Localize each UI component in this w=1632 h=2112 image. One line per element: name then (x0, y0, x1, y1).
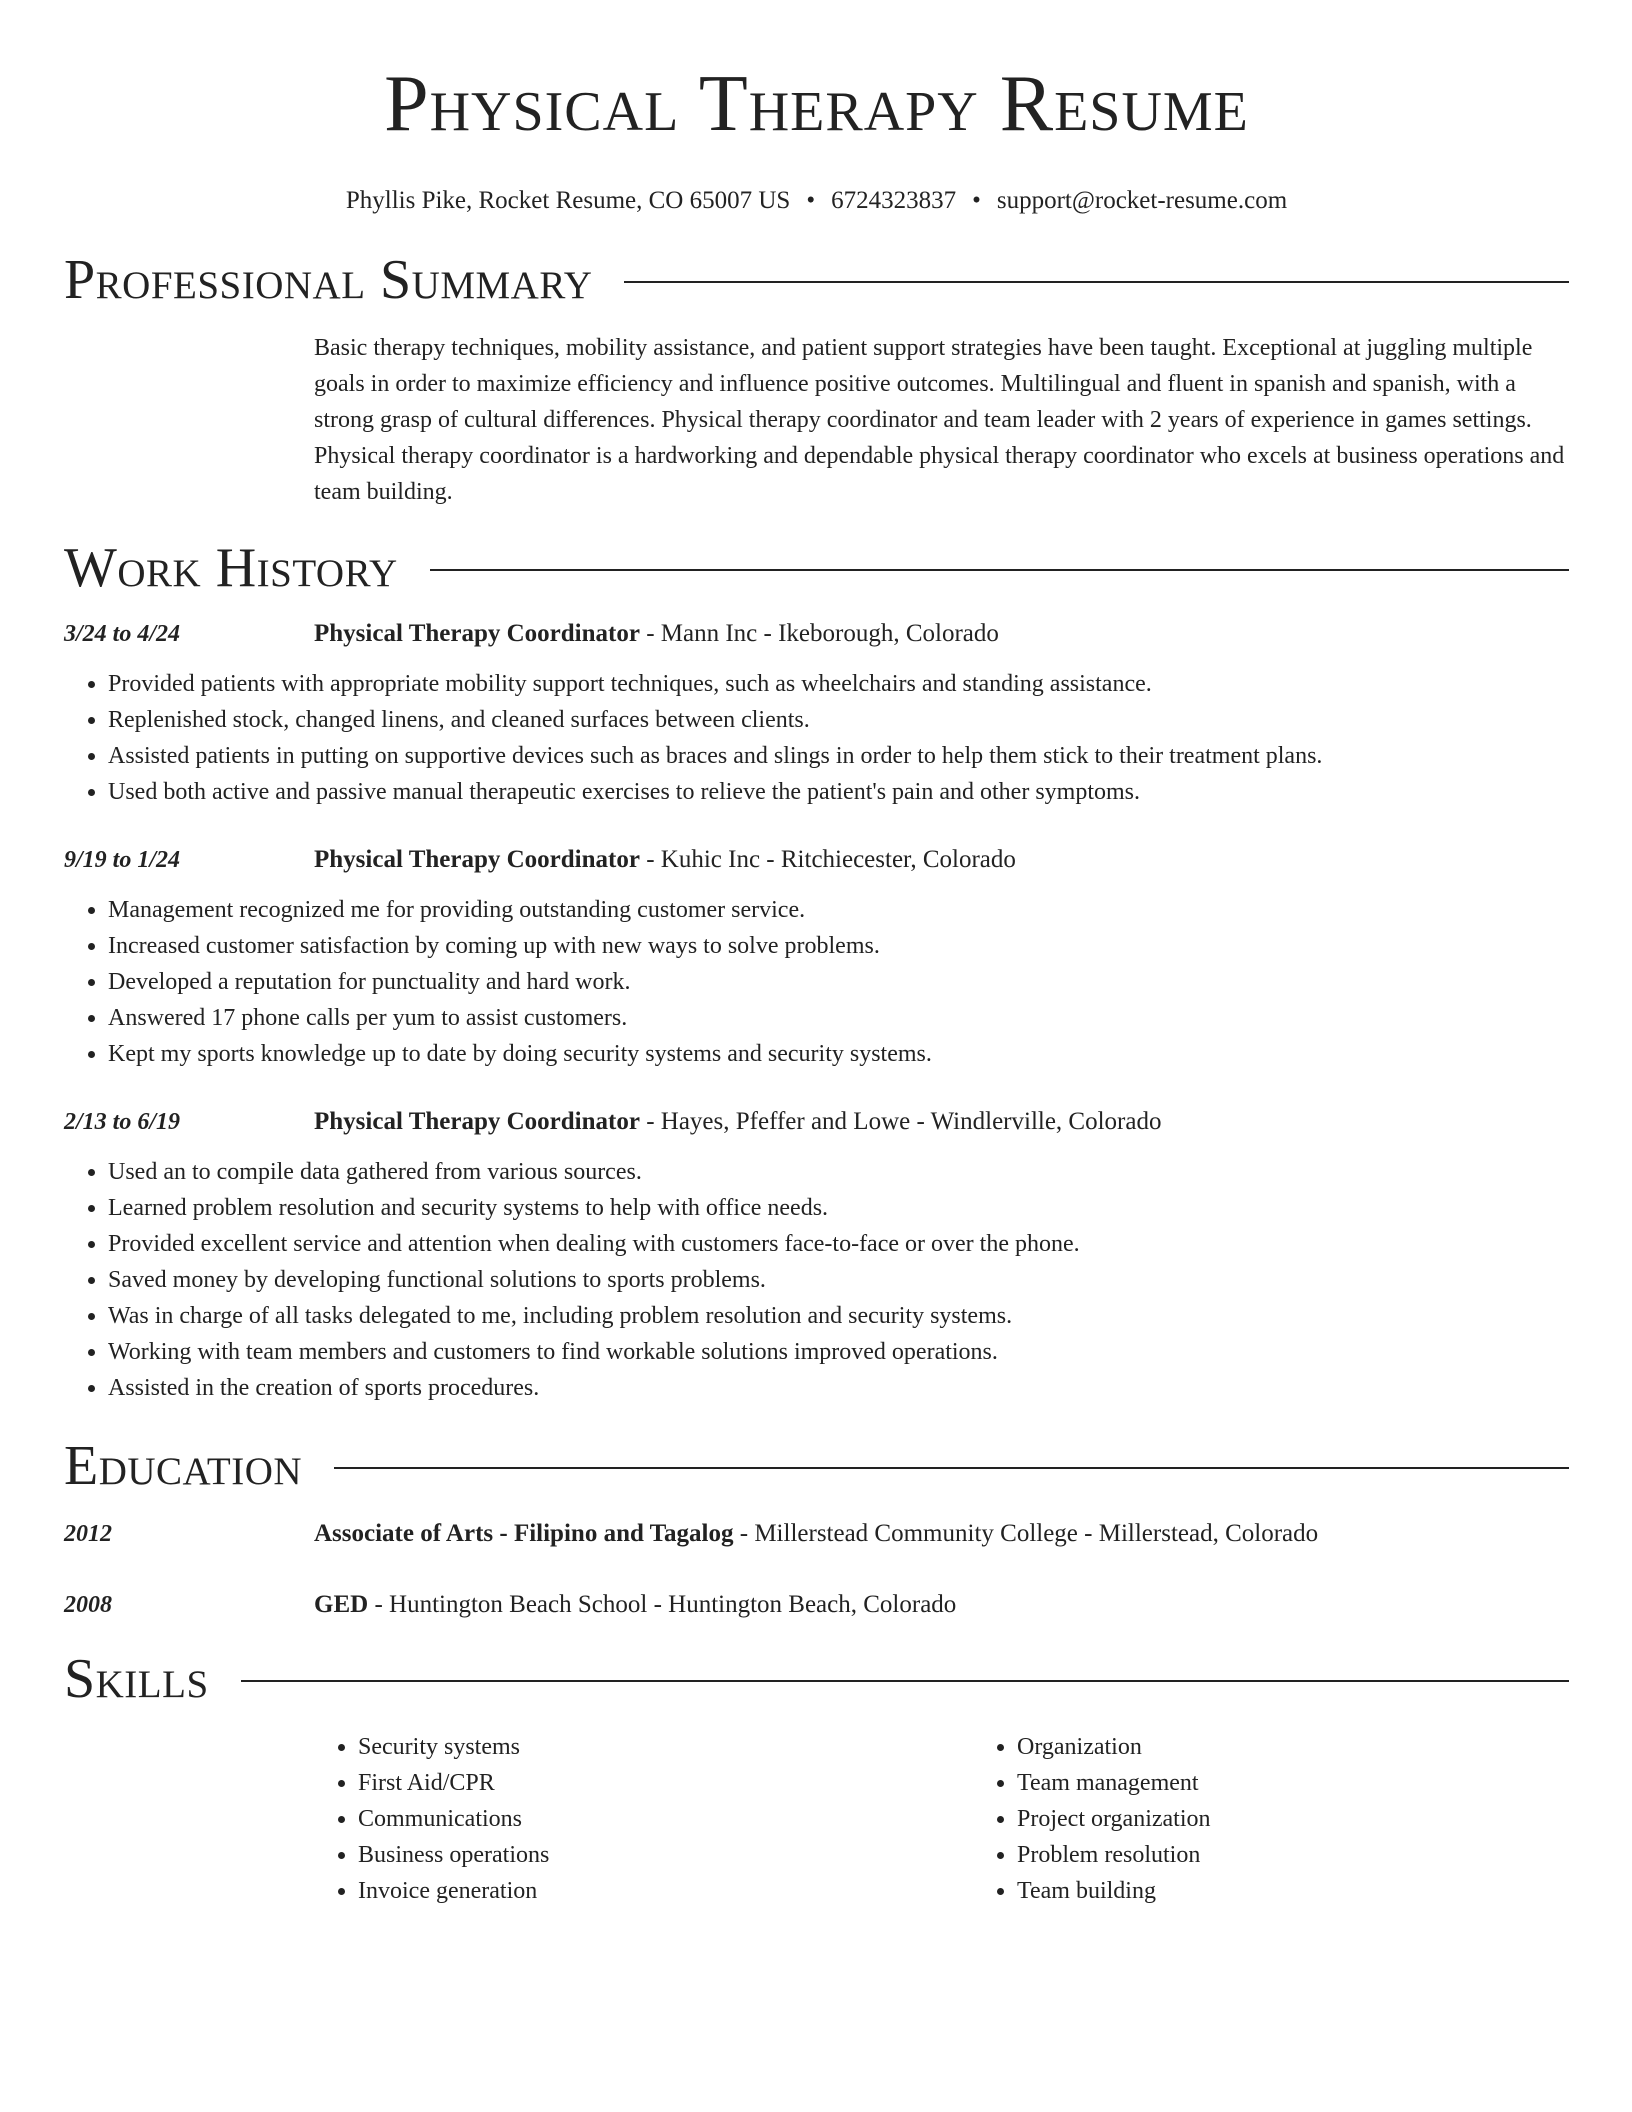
education-line (314, 1589, 956, 1621)
job-heading (314, 618, 999, 650)
skills-heading: Skills (64, 1648, 209, 1710)
job-dates: 3/24 to 4/24 (64, 621, 181, 647)
work-heading: Work History (64, 537, 398, 599)
job-entry (64, 1106, 1569, 1406)
job-bullets (64, 1154, 1569, 1406)
skill-item: • Project organization (1017, 1801, 1632, 1837)
list-item: • Assisted in the creation of sports procedures. (108, 1370, 1569, 1406)
list-item: • Provided excellent service and attention when dealing with customers face-to-face or over the phone. (108, 1226, 1569, 1262)
resume-title: Physical Therapy Resume (384, 60, 1249, 148)
job-heading (314, 1106, 1161, 1138)
job-details: - Hayes, Pfeffer and Lowe - Windlerville, Colorado (639, 1108, 1162, 1135)
education-line (314, 1518, 1318, 1550)
skill-item: • Communications (358, 1801, 973, 1837)
education-entry (64, 1589, 1569, 1621)
skill-item: • Organization (1017, 1729, 1632, 1765)
education-degree: Associate of Arts - Filipino and Tagalog (314, 1520, 734, 1547)
skill-item: • First Aid/CPR (358, 1765, 973, 1801)
list-item: • Provided patients with appropriate mobility support techniques, such as wheelchairs and standing assistance. (108, 666, 1569, 702)
skills-column-right (973, 1729, 1632, 1909)
section-divider (430, 569, 1569, 571)
list-item: • Learned problem resolution and security systems to help with office needs. (108, 1190, 1569, 1226)
contact-separator: • (972, 187, 981, 214)
list-item: • Assisted patients in putting on supportive devices such as braces and slings in order to help them stick to their treatment plans. (108, 738, 1569, 774)
job-title: Physical Therapy Coordinator (314, 620, 640, 647)
list-item: • Developed a reputation for punctuality and hard work. (108, 964, 1569, 1000)
contact-email: support@rocket-resume.com (996, 187, 1288, 214)
job-entry (64, 618, 1569, 810)
list-item: • Management recognized me for providing outstanding customer service. (108, 892, 1569, 928)
education-heading: Education (64, 1435, 303, 1497)
education-entry (64, 1518, 1569, 1550)
contact-separator: • (806, 187, 816, 214)
list-item: • Was in charge of all tasks delegated to me, including problem resolution and security systems. (108, 1298, 1569, 1334)
list-item: • Increased customer satisfaction by coming up with new ways to solve problems. (108, 928, 1569, 964)
education-section-header (64, 1434, 1569, 1498)
summary-heading: Professional Summary (64, 249, 593, 311)
job-title: Physical Therapy Coordinator (314, 1108, 640, 1135)
skill-item: • Invoice generation (358, 1873, 973, 1909)
section-divider (624, 281, 1569, 283)
section-divider (241, 1680, 1569, 1682)
job-bullets (64, 666, 1569, 810)
education-degree: GED (314, 1591, 369, 1618)
summary-section-header (64, 248, 1569, 312)
skill-item: • Security systems (358, 1729, 973, 1765)
job-bullets (64, 892, 1569, 1072)
job-entry (64, 844, 1569, 1072)
list-item: • Replenished stock, changed linens, and cleaned surfaces between clients. (108, 702, 1569, 738)
skills-grid (314, 1729, 1569, 1909)
job-details: - Kuhic Inc - Ritchiecester, Colorado (639, 846, 1016, 873)
list-item: • Kept my sports knowledge up to date by doing security systems and security systems. (108, 1036, 1569, 1072)
skill-item: • Business operations (358, 1837, 973, 1873)
list-item: • Answered 17 phone calls per yum to assist customers. (108, 1000, 1569, 1036)
skill-item: • Team management (1017, 1765, 1632, 1801)
education-year: 2008 (64, 1592, 112, 1618)
education-details: - Huntington Beach School - Huntington Beach, Colorado (368, 1591, 957, 1618)
education-details: - Millerstead Community College - Millerstead, Colorado (733, 1520, 1319, 1547)
section-divider (334, 1467, 1569, 1469)
job-dates: 2/13 to 6/19 (64, 1109, 181, 1135)
skills-section-header (64, 1647, 1569, 1711)
list-item: • Saved money by developing functional solutions to sports problems. (108, 1262, 1569, 1298)
skill-item: • Problem resolution (1017, 1837, 1632, 1873)
contact-phone: 6724323837 (831, 187, 957, 214)
list-item: • Working with team members and customers to find workable solutions improved operations. (108, 1334, 1569, 1370)
job-dates: 9/19 to 1/24 (64, 847, 181, 873)
contact-line (64, 186, 1569, 216)
skill-item: • Team building (1017, 1873, 1632, 1909)
work-section-header (64, 536, 1569, 600)
job-title: Physical Therapy Coordinator (314, 846, 640, 873)
list-item: • Used an to compile data gathered from various sources. (108, 1154, 1569, 1190)
list-item: • Used both active and passive manual therapeutic exercises to relieve the patient's pain and other symptoms. (108, 774, 1569, 810)
contact-address: Phyllis Pike, Rocket Resume, CO 65007 US (345, 187, 791, 214)
job-heading (314, 844, 1016, 876)
education-year: 2012 (64, 1521, 112, 1547)
skills-column-left (314, 1729, 973, 1909)
job-details: - Mann Inc - Ikeborough, Colorado (639, 620, 999, 647)
summary-text: Basic therapy techniques, mobility assistance, and patient support strategies have been taught. Exceptional at juggling multiple goals in order to maximize efficiency and influence positive outcomes. Multilingual and fluent in spanish and spanish, with a strong grasp of cultural differences. Physical therapy coordinator and team leader with 2 years of experience in games settings. Physical therapy coordinator is a hardworking and dependable physical therapy coordinator who excels at business operations and team building. (314, 335, 1565, 505)
